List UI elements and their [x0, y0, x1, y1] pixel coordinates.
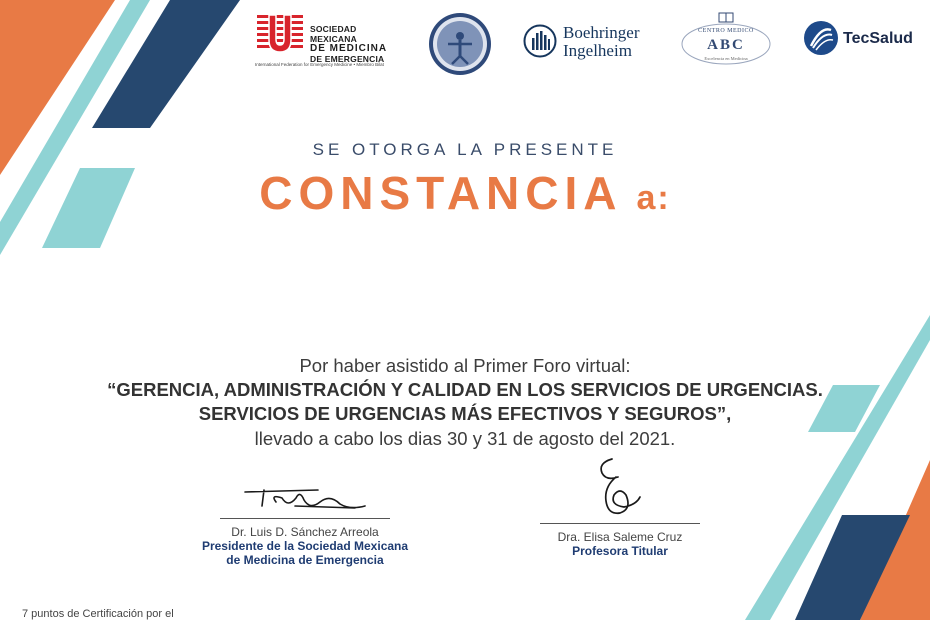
boehringer-name [563, 24, 639, 60]
certificate-title [0, 166, 930, 220]
signature-line-right [540, 523, 700, 524]
signature-block-right [520, 455, 720, 558]
smme-emblem-icon [255, 12, 305, 56]
certificate-subtitle: SE OTORGA LA PRESENTE [312, 140, 618, 159]
abc-bottom-text: Excelencia en Medicina [704, 56, 748, 61]
event-title: “GERENCIA, ADMINISTRACIÓN Y CALIDAD EN LOS SERVICIOS DE URGENCIAS. SERVICIOS DE URGENCIAS MÁS EFECTIVOS Y SEGUROS”, [107, 379, 823, 424]
smme-line3: DE EMERGENCIA [310, 54, 385, 64]
signature-line-left [220, 518, 390, 519]
signatory-role-left-1: Presidente de la Sociedad Mexicana [201, 539, 409, 553]
certificate-title-suffix: a: [636, 179, 671, 217]
abc-top-text: CENTRO MEDICO [698, 28, 754, 34]
signature-right-image [580, 455, 660, 521]
event-dates: llevado a cabo los dias 30 y 31 de agosto del 2021. [254, 428, 676, 449]
boehringer-logo [523, 22, 653, 62]
signatory-name-left: Dr. Luis D. Sánchez Arreola [231, 525, 379, 539]
smme-line1: SOCIEDAD MEXICANA [310, 24, 357, 44]
signatory-role-left-2: de Medicina de Emergencia [226, 553, 384, 567]
tecsalud-name: TecSalud [843, 30, 913, 47]
smme-logo [255, 12, 405, 72]
signatory-name-right: Dra. Elisa Saleme Cruz [557, 530, 683, 544]
smme-name [310, 24, 405, 64]
smme-line2: DE MEDICINA [310, 43, 388, 54]
top-left-navy-band [92, 0, 240, 128]
medical-seal-icon [428, 12, 492, 76]
tecsalud-emblem-icon [803, 20, 839, 56]
boehringer-line2: Ingelheim [563, 41, 632, 60]
tecsalud-logo [803, 20, 918, 60]
smme-subtitle: International Federation for Emergency Medicine • Miembro Bilat [255, 62, 384, 67]
abc-main-text: ABC [707, 37, 745, 53]
certificate-title-word: CONSTANCIA [259, 167, 623, 219]
signature-left-image [240, 480, 370, 516]
boehringer-building-icon [523, 24, 557, 58]
certification-points-note: 7 puntos de Certificación por el [22, 608, 174, 620]
abc-logo [680, 12, 772, 68]
signature-block-left [175, 480, 435, 567]
boehringer-line1: Boehringer [563, 23, 640, 42]
signatory-role-right: Profesora Titular [572, 544, 668, 558]
attendance-intro: Por haber asistido al Primer Foro virtual: [299, 355, 631, 376]
